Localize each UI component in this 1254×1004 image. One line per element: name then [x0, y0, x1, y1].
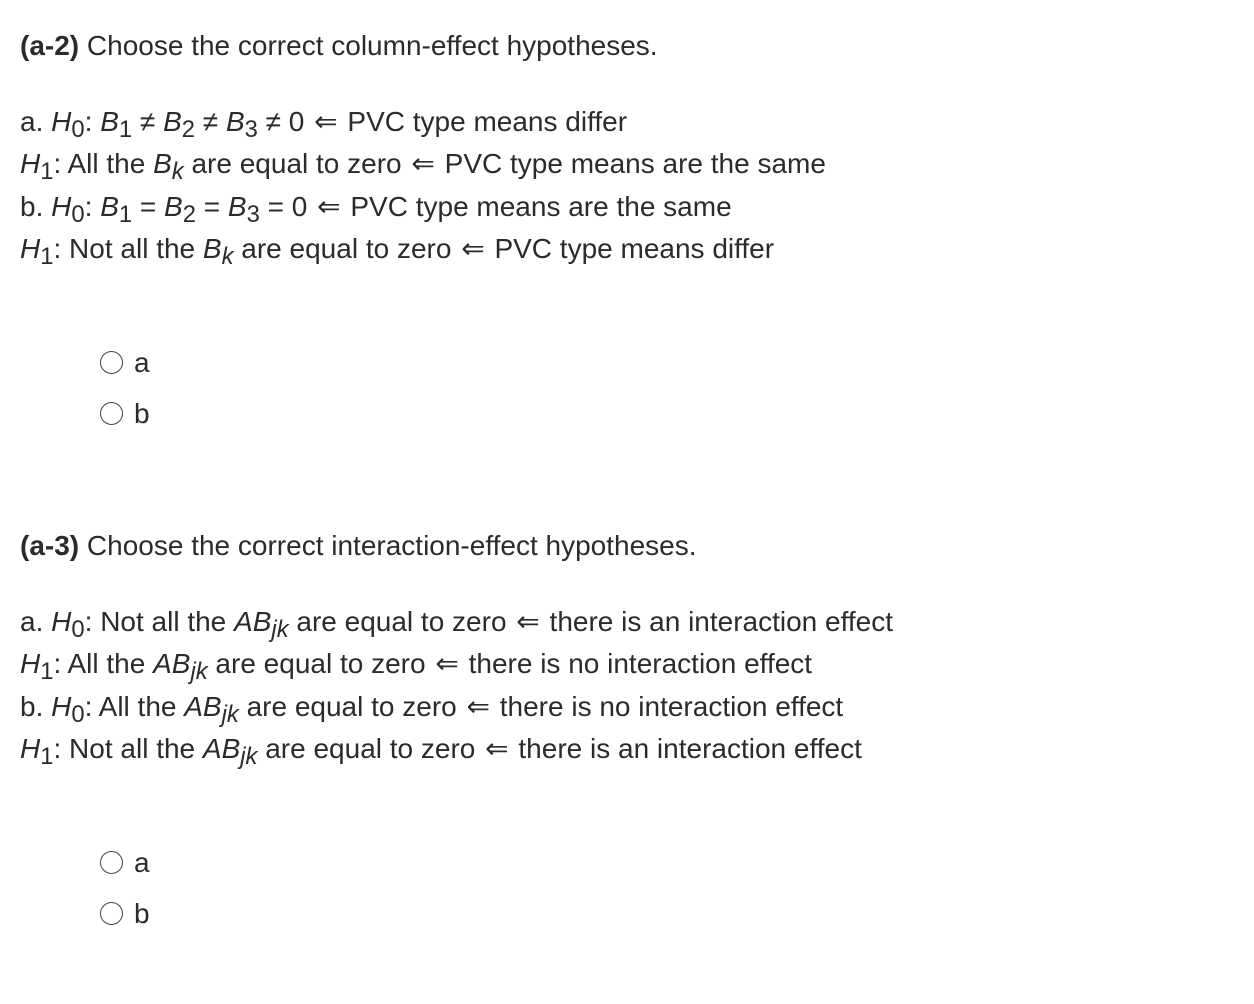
option-b[interactable]	[100, 388, 300, 439]
question-title	[20, 527, 1220, 565]
question-text: Choose the correct column-effect hypotheses.	[86, 30, 658, 61]
hypothesis-b-h0: b. $H_0$: All the $AB_{jk}$ are equal to zero ⇐ there is no interaction effect	[20, 690, 844, 728]
option-b[interactable]	[100, 888, 300, 939]
hypothesis-b-h0: b. $H_0$: $B_1 = B_2 = B_3 = 0$ ⇐ PVC type means are the same	[20, 190, 732, 228]
hypothesis-a-h0: a. $H_0$: Not all the $AB_{jk}$ are equal to zero ⇐ there is an interaction effect	[20, 606, 894, 643]
question-title	[20, 27, 1220, 65]
answer-options	[100, 837, 300, 939]
option-label[interactable]: b	[134, 897, 150, 929]
hypothesis-a-h1: $H_1$: All the $B_k$ are equal to zero ⇐ PVC type means are the same	[20, 148, 826, 186]
question-a3	[20, 527, 1220, 929]
question-number: (a-3)	[20, 530, 80, 561]
question-a2	[20, 27, 1220, 429]
implies-arrow-icon: ⇐	[411, 148, 435, 180]
implies-arrow-icon: ⇐	[314, 106, 338, 137]
option-a[interactable]	[100, 337, 300, 388]
option-label[interactable]: a	[134, 846, 150, 878]
hypotheses-block	[20, 101, 1220, 270]
implies-arrow-icon: ⇐	[435, 648, 459, 680]
implies-arrow-icon: ⇐	[466, 690, 490, 722]
implies-arrow-icon: ⇐	[485, 732, 509, 764]
implies-arrow-icon: ⇐	[516, 606, 540, 637]
radio-button-icon[interactable]	[100, 902, 123, 925]
question-number: (a-2)	[20, 30, 80, 61]
implies-arrow-icon: ⇐	[461, 232, 485, 264]
radio-button-icon[interactable]	[100, 351, 123, 374]
question-text: Choose the correct interaction-effect hypotheses.	[86, 530, 697, 561]
answer-options	[100, 337, 300, 439]
radio-button-icon[interactable]	[100, 402, 123, 425]
hypothesis-b-h1: $H_1$: Not all the $AB_{jk}$ are equal to zero ⇐ there is an interaction effect	[20, 732, 862, 770]
hypothesis-a-h0: a. $H_0$: $B_1 \ne B_2 \ne B_3 \ne 0$ ⇐ PVC type means differ	[20, 106, 628, 143]
option-a[interactable]	[100, 837, 300, 888]
option-label[interactable]: b	[134, 397, 150, 429]
option-label[interactable]: a	[134, 346, 150, 378]
hypotheses-block	[20, 601, 1220, 770]
radio-button-icon[interactable]	[100, 851, 123, 874]
implies-arrow-icon: ⇐	[317, 190, 341, 222]
hypothesis-a-h1: $H_1$: All the $AB_{jk}$ are equal to zero ⇐ there is no interaction effect	[20, 648, 813, 686]
hypothesis-b-h1: $H_1$: Not all the $B_k$ are equal to zero ⇐ PVC type means differ	[20, 232, 775, 270]
